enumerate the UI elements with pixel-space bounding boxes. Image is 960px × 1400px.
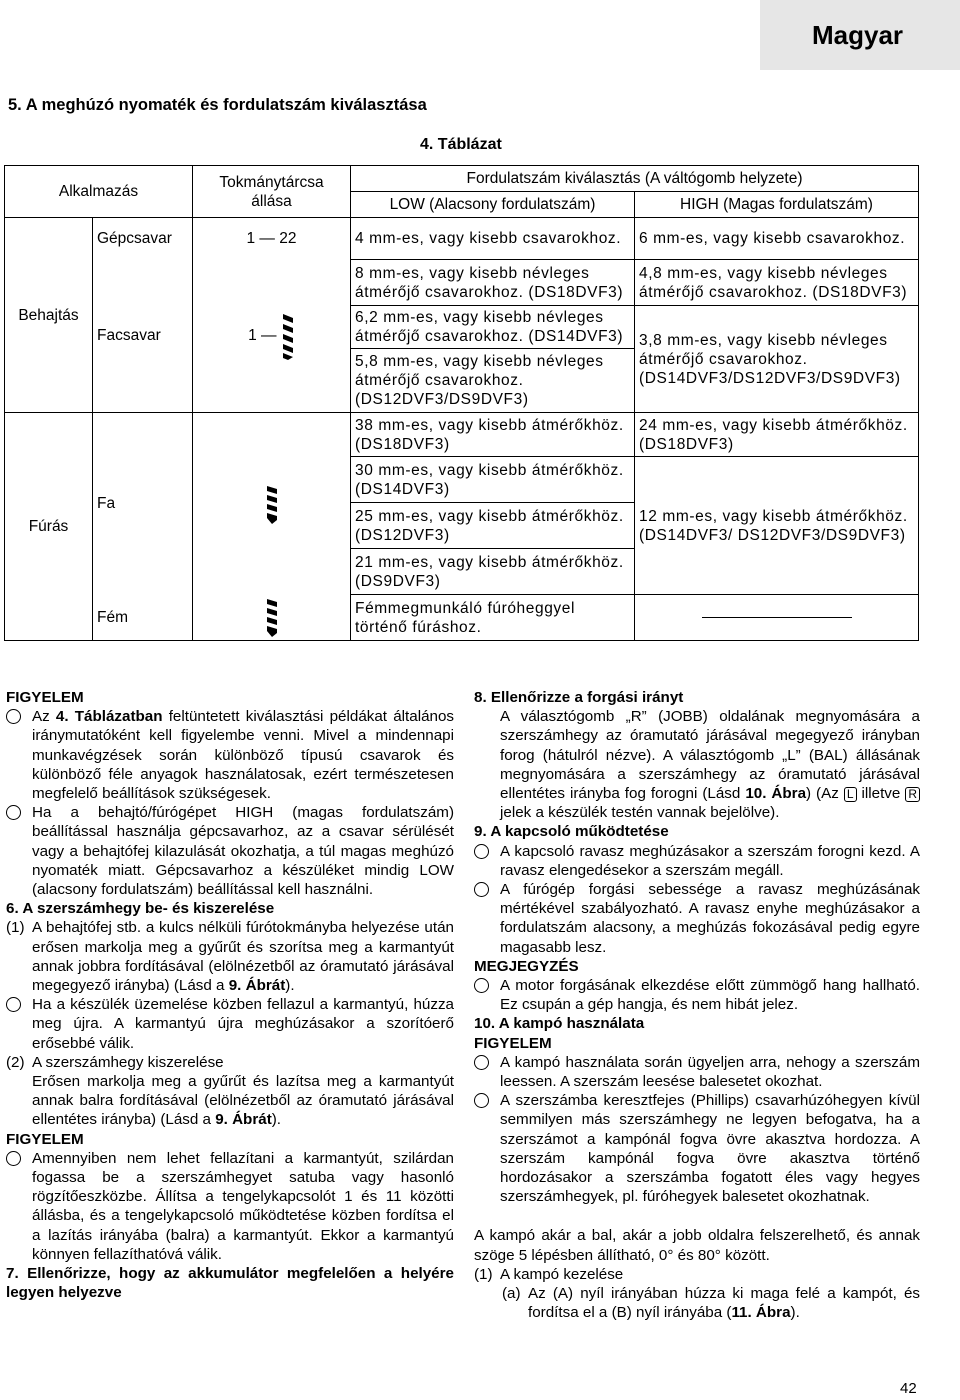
cell-metal-low: Fémmegmunkáló fúróheggyel történő fúráshoz. — [351, 595, 635, 641]
cell-ws-low-2: 6,2 mm-es, vagy kisebb névleges átmérőjő csavarokhoz. (DS14DVF3) — [351, 306, 635, 349]
table-caption: 4. Táblázat — [420, 136, 502, 153]
motor-hum-note: A motor forgásának elkezdése előtt zümmögő hang hallható. Ez csupán a gép hangja, és nem hibát jelez. — [474, 976, 920, 1014]
col-header-low: LOW (Alacsony fordulatszám) — [351, 192, 635, 218]
hook-handling-step-a: (a) Az (A) nyíl irányában húzza ki maga felé a kampót, és fordítsa el a (B) nyíl irányába (11. Ábra). — [502, 1285, 920, 1322]
wood-screw-position — [193, 260, 351, 413]
cell-ws-high-2-models: (DS14DVF3/DS12DVF3/DS9DVF3) — [639, 369, 901, 387]
bullet-circle-icon — [6, 805, 21, 820]
cell-wood-high-1: 24 mm-es, vagy kisebb átmérőkhöz. (DS18DVF3) — [635, 413, 919, 457]
step-1-insert-bit: (1) A behajtófej stb. a kulcs nélküli fúrótokmányba helyezése után erősen markolja meg a gyűrűt és szorítsa meg a karmantyút annak jobbra fordításával (elölnézetből az óramutató járásával megegyező irányba) (Lásd a 9. Ábrát). — [6, 919, 454, 995]
cell-wood-low-1: 38 mm-es, vagy kisebb átmérőkhöz. (DS18DVF3) — [351, 413, 635, 457]
cell-ws-high-2-main: 3,8 mm-es, vagy kisebb névleges átmérőjő csavarokhoz. — [639, 331, 888, 368]
wood-drill-bit-icon — [265, 484, 279, 524]
r-mark-icon: R — [905, 787, 920, 802]
note-vise: Amennyiben nem lehet fellazítani a karmantyút, szilárdan fogassa be a szerszámhegyet satuba vagy hasonló rögzítőeszközbe. Állítsa a tengelykapcsolót 1 és 11 közötti állásba, és a tengelykapcsoló működtetése közben fordítsa el a lazítás irányába (balra) a karmantyút. Ekkor a karmantyú könnyen fellazíthatóvá válik. — [6, 1149, 454, 1264]
cell-wood-low-4: 21 mm-es, vagy kisebb átmérőkhöz. (DS9DVF3) — [351, 549, 635, 595]
warning-heading-3: FIGYELEM — [474, 1034, 552, 1052]
page-number: 42 — [900, 1380, 917, 1397]
bullet-circle-icon — [474, 1055, 489, 1070]
row-wood-screw: Facsavar — [93, 260, 193, 413]
bullet-circle-icon — [474, 1093, 489, 1108]
hook-handling-title: (1) A kampó kezelése — [474, 1265, 624, 1283]
step-2-remove-bit-title: (2) A szerszámhegy kiszerelése — [6, 1053, 224, 1071]
rotation-direction-text: A választógomb „R” (JOBB) oldalának megnyomására a szerszámhegy az óramutató járásával megegyező irányban forog (hátulról nézve). A választógomb „L” (BAL) állásának megnyomására a szerszámhegy az óramutató járásával ellentétes irányba fog forogni (Lásd 10. Ábra) (Az L illetve R jelek a készülék testén vannak bejelölve). — [500, 708, 920, 822]
cell-ws-high-2 — [635, 306, 919, 413]
row-wood: Fa — [93, 413, 193, 595]
col-header-application: Alkalmazás — [5, 166, 193, 218]
heading-8: 8. Ellenőrizze a forgási irányt — [474, 689, 684, 706]
cell-wood-high-2: 12 mm-es, vagy kisebb átmérőkhöz. (DS14DVF3/ DS12DVF3/DS9DVF3) — [635, 457, 919, 595]
row-metal: Fém — [93, 595, 193, 641]
heading-6: 6. A szerszámhegy be- és kiszerelése — [6, 900, 275, 918]
cell-ws-low-1: 8 mm-es, vagy kisebb névleges átmérőjő csavarokhoz. (DS18DVF3) — [351, 260, 635, 306]
not-applicable-dash — [702, 617, 852, 618]
cell-ws-low-3 — [351, 349, 635, 413]
metal-drill-bit-icon — [265, 597, 279, 637]
bullet-circle-icon — [474, 978, 489, 993]
col-header-high: HIGH (Magas fordulatszám) — [635, 192, 919, 218]
l-mark-icon: L — [844, 787, 857, 802]
step-2-remove-bit-body: Erősen markolja meg a gyűrűt és lazítsa meg a karmantyút annak balra fordításával (elölnézetből az óramutató járásával ellentétes irányba) (Lásd a 9. Ábrát). — [32, 1073, 454, 1129]
speed-selection-table — [4, 165, 919, 641]
group-driving: Behajtás — [5, 218, 93, 413]
switch-note-2: A fúrógép forgási sebessége a ravasz meghúzásának mértékével szabályozható. A ravasz enyhe meghúzásakor a fordulatszám alacsony, a meghúzás fokozásával pedig egyre magasabb lesz. — [474, 880, 920, 957]
left-column — [6, 688, 454, 1303]
cell-ws-high-1: 4,8 mm-es, vagy kisebb névleges átmérőjő csavarokhoz. (DS18DVF3) — [635, 260, 919, 306]
warning-heading: FIGYELEM — [6, 689, 84, 706]
hook-note-2: A szerszámba keresztfejes (Phillips) csavarhúzóhegyen kívül semmilyen más szerszámhegy ne legyen befogatva, ha a szerszámot a kampónál fogva övre akasztva hordozza. A szerszám kampónál fogva övre akasztva történő hordozásakor a szerszámba fogatott éles vagy hegyes szerszámhegyek, pl. fúróhegyek balesetet okozhatnak. — [474, 1091, 920, 1206]
note-heading: MEGJEGYZÉS — [474, 957, 579, 975]
cell-ws-low-3-models: (DS12DVF3/DS9DVF3) — [355, 391, 529, 408]
col-header-chuck-position: Tokmánytárcsa állása — [193, 166, 351, 218]
language-label: Magyar — [812, 20, 904, 50]
warning-heading-2: FIGYELEM — [6, 1130, 84, 1148]
heading-7: 7. Ellenőrizze, hogy az akkumulátor megfelelően a helyére legyen helyezve — [6, 1265, 454, 1302]
bullet-circle-icon — [474, 882, 489, 897]
cell-metal-high — [635, 595, 919, 641]
cell-wood-low-2: 30 mm-es, vagy kisebb átmérőkhöz. (DS14DVF3) — [351, 457, 635, 503]
bullet-circle-icon — [6, 709, 21, 724]
col-header-speed-selection: Fordulatszám kiválasztás (A váltógomb helyzete) — [351, 166, 919, 192]
note-table-examples: Az 4. Táblázatban feltüntetett kiválasztási példákat általános iránymutatóként kell figyelembe venni. Mivel a mindennapi munkavégzések során különböző típusú csavarok és különböző féle anyagok használatosak, ezért természetesen megfelelő beállítások szükségesek. — [6, 707, 454, 803]
note-high-speed: Ha a behajtó/fúrógépet HIGH (magas fordulatszám) beállítással használja gépcsavarhoz, az a csavar sérülését vagy a behajtófej kilazulását okozhatja, a túl magas meghúzó nyomaték miatt. Gépcsavarhoz a készüléket mindig LOW (alacsony fordulatszám) beállítással kell használni. — [6, 803, 454, 899]
cell-ms-high: 6 mm-es, vagy kisebb csavarokhoz. — [635, 218, 919, 260]
row-machine-screw: Gépcsavar — [93, 218, 193, 260]
note-sleeve-loosen: Ha a készülék üzemelése közben fellazul a karmantyú, húzza meg újra. A karmantyú újra meghúzásakor a szorítóerő erősebbé válik. — [6, 995, 454, 1053]
cell-ws-low-3-main: 5,8 mm-es, vagy kisebb névleges átmérőjő csavarokhoz. — [355, 353, 604, 389]
cell-wood-low-3: 25 mm-es, vagy kisebb átmérőkhöz. (DS12DVF3) — [351, 503, 635, 549]
language-tab — [760, 0, 960, 70]
cell-ms-low: 4 mm-es, vagy kisebb csavarokhoz. — [351, 218, 635, 260]
bullet-circle-icon — [474, 844, 489, 859]
hook-mounting-text: A kampó akár a bal, akár a jobb oldalra felszerelhető, és annak szöge 5 lépésben állítható, 0° és 80° között. — [474, 1227, 920, 1264]
wood-bit-cell — [193, 413, 351, 595]
section-heading: 5. A meghúzó nyomaték és fordulatszám kiválasztása — [8, 96, 427, 114]
heading-9: 9. A kapcsoló működtetése — [474, 823, 669, 841]
right-column — [474, 688, 920, 1323]
switch-note-1: A kapcsoló ravasz meghúzásakor a szerszám forogni kezd. A ravasz elengedésekor a szerszám megáll. — [474, 842, 920, 880]
screwdriver-bit-icon — [281, 312, 295, 360]
metal-bit-cell — [193, 595, 351, 641]
bullet-circle-icon — [6, 997, 21, 1012]
wood-screw-position-label: 1 — — [248, 326, 277, 344]
machine-screw-position: 1 — 22 — [193, 218, 351, 260]
heading-10: 10. A kampó használata — [474, 1015, 645, 1033]
hook-note-1: A kampó használata során ügyeljen arra, nehogy a szerszám leessen. A szerszám leesése balesetet okozhat. — [474, 1053, 920, 1091]
bullet-circle-icon — [6, 1151, 21, 1166]
group-drilling: Fúrás — [5, 413, 93, 641]
